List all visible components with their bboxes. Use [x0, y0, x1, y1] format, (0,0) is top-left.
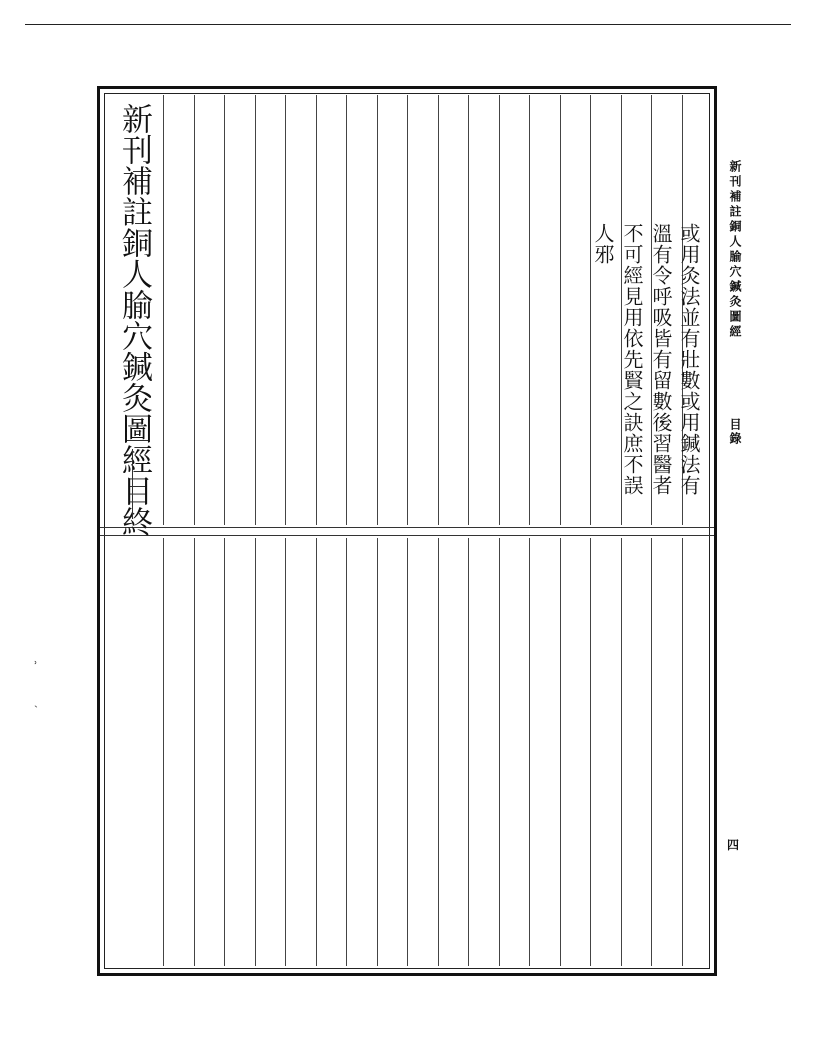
column-rule	[438, 538, 439, 966]
column-rule	[590, 538, 591, 966]
body-column-1: 或用灸法並有壯數或用鍼法有	[677, 223, 701, 496]
column-rule	[224, 95, 225, 525]
column-rule	[316, 538, 317, 966]
column-rule	[346, 95, 347, 525]
column-rule	[285, 538, 286, 966]
column-rule	[468, 95, 469, 525]
column-rule	[407, 95, 408, 525]
column-rule	[560, 95, 561, 525]
column-rule	[438, 95, 439, 525]
column-rule	[316, 95, 317, 525]
closing-title-rule	[132, 449, 133, 519]
margin-book-title: 新刊補註銅人腧穴鍼灸圖經	[728, 160, 742, 340]
column-rule	[194, 538, 195, 966]
column-rule	[224, 538, 225, 966]
column-rule	[377, 95, 378, 525]
scan-speck: ˏ	[34, 694, 38, 708]
column-rule	[621, 538, 622, 966]
column-rule	[163, 538, 164, 966]
page-number: 四	[727, 838, 740, 852]
fold-line-lower	[100, 535, 714, 536]
closing-title: 新刊補註銅人腧穴鍼灸圖經目終	[116, 103, 152, 537]
column-rule	[163, 95, 164, 525]
body-column-3: 不可經見用依先賢之訣庶不誤	[620, 223, 644, 496]
column-rule	[560, 538, 561, 966]
page-frame	[97, 86, 717, 976]
column-rule	[346, 538, 347, 966]
column-rule	[255, 95, 256, 525]
column-rule	[377, 538, 378, 966]
top-rule	[25, 24, 791, 25]
column-rule	[529, 538, 530, 966]
body-column-4: 人邪	[591, 223, 615, 265]
column-rule	[529, 95, 530, 525]
column-rule	[499, 95, 500, 525]
column-rule	[682, 538, 683, 966]
column-rule	[499, 538, 500, 966]
column-rule	[255, 538, 256, 966]
column-rule	[407, 538, 408, 966]
body-column-2: 溫有令呼吸皆有留數後習醫者	[649, 223, 673, 496]
scan-speck: ˒	[34, 656, 38, 670]
column-rule	[194, 95, 195, 525]
fold-line-upper	[100, 527, 714, 528]
column-rule	[590, 95, 591, 525]
column-rule	[285, 95, 286, 525]
column-rule	[468, 538, 469, 966]
margin-section-label: 目錄	[728, 418, 742, 446]
column-rule	[651, 538, 652, 966]
